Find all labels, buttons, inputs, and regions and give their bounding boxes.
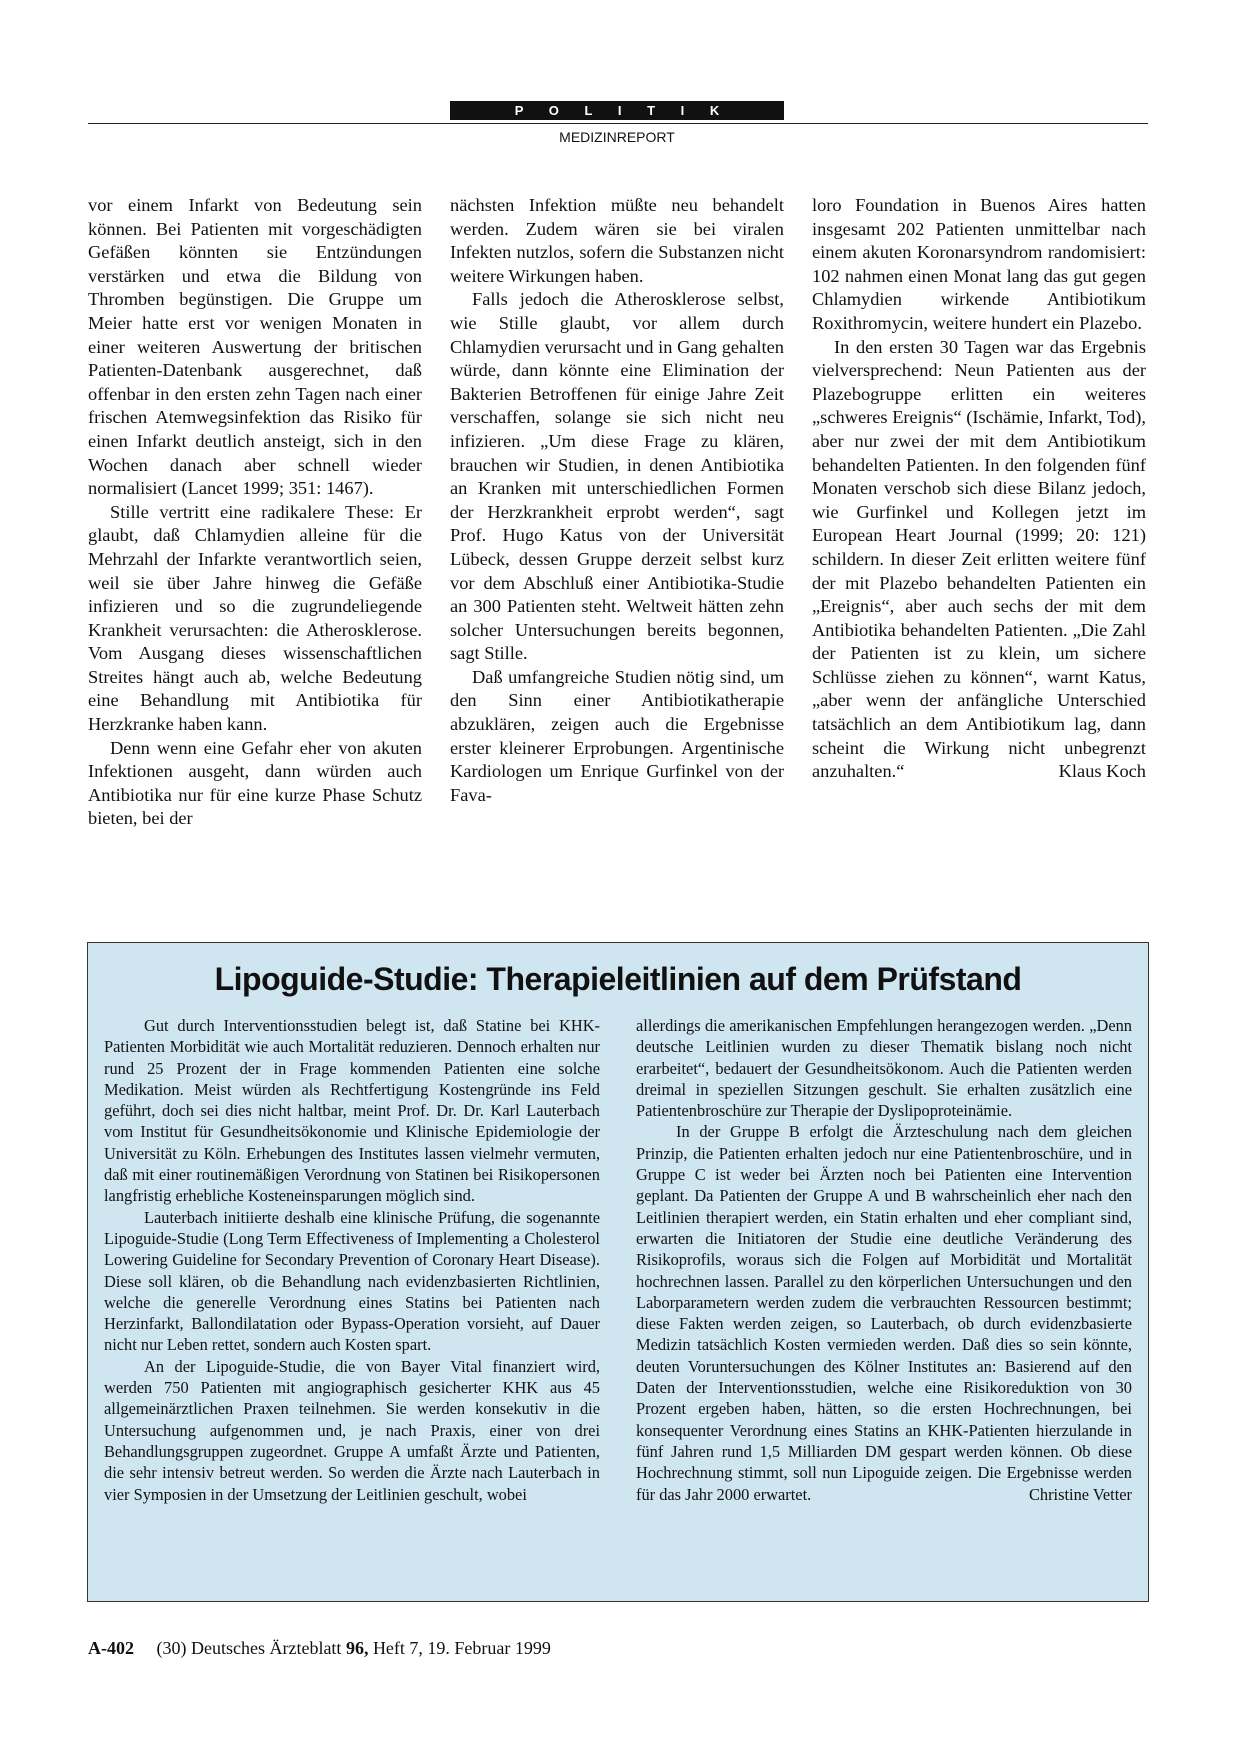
paragraph: loro Foundation in Buenos Aires hatten insgesamt 202 Patienten unmittelbar nach einem akuten Koronarsyndrom randomisiert: 102 nahmen einen Monat lang das gut gegen Chlamydien wirkende Antibiotikum Roxithromycin, weitere hundert ein Plazebo. <box>812 195 1146 333</box>
article-column-2 <box>450 194 784 904</box>
footer-issue: Heft 7, 19. Februar 1999 <box>372 1638 551 1658</box>
footer-volume: 96, <box>345 1638 369 1658</box>
subsection-label: MEDIZINREPORT <box>559 129 675 145</box>
paragraph: Lauterbach initiierte deshalb eine klinische Prüfung, die sogenannte Lipoguide-Studie (Long Term Effectiveness of Implementing a Cholesterol Lowering Guideline for Secondary Prevention of Coronary Heart Disease). Diese soll klären, ob die Behandlung nach evidenzbasierten Richtlinien, welche die generelle Verordnung eines Statins bei Patienten nach Herzinfarkt, Ballondilatation oder Bypass-Operation vorsieht, auf Dauer nicht nur Leben rettet, sondern auch Kosten spart. <box>104 1207 600 1355</box>
paragraph: nächsten Infektion müßte neu behandelt werden. Zudem wären sie bei viralen Infekten nutzlos, sofern die Substanzen nicht weitere Wirkungen haben. <box>450 195 784 286</box>
paragraph: Denn wenn eine Gefahr eher von akuten Infektionen ausgeht, dann würden auch Antibiotika nur für eine kurze Phase Schutz bieten, bei der <box>88 737 422 829</box>
paragraph <box>812 336 1146 784</box>
paragraph: Gut durch Interventionsstudien belegt ist, daß Statine bei KHK-Patienten Morbidität wie auch Mortalität reduzieren. Dennoch erhalten nur rund 25 Prozent der in Frage kommenden Patienten eine solche Medikation. Meist würden als Rechtfertigung Kostengründe ins Feld geführt, doch sei dies nicht haltbar, meint Prof. Dr. Dr. Karl Lauterbach vom Institut für Gesundheitsökonomie und Klinische Epidemiologie der Universität zu Köln. Erhebungen des Institutes lassen vielmehr vermuten, daß mit einer routinemäßigen Verordnung von Statinen bei Risikopersonen langfristig erhebliche Kosteneinsparungen möglich sind. <box>104 1016 600 1206</box>
paragraph: Stille vertritt eine radikalere These: Er glaubt, daß Chlamydien alleine für die Mehrzahl der Infarkte verantwortlich seien, weil sie über Jahre hinweg die Gefäße infizieren und so die zugrundeliegende Krankheit verursachten: die Atherosklerose. Vom Ausgang dieses wissenschaftlichen Streites hängt auch ab, welche Bedeutung eine Behandlung mit Antibiotika für Herzkranke haben kann. <box>88 501 422 735</box>
paragraph-text: In den ersten 30 Tagen war das Ergebnis vielversprechend: Neun Patienten aus der Plazebogruppe erlitten ein weiteres „schweres Ereignis“ (Ischämie, Infarkt, Tod), aber nur zwei der mit dem Antibiotikum behandelten Patienten. In den folgenden fünf Monaten verschob sich diese Bilanz jedoch, wie Gurfinkel und Kollegen jetzt im European Heart Journal (1999; 20: 121) schildern. In dieser Zeit erlitten weitere fünf der mit Plazebo behandelten Patienten ein „Ereignis“, aber auch sechs der mit dem Antibiotika behandelten Patienten. „Die Zahl der Patienten ist zu klein, um sichere Schlüsse ziehen zu können“, warnt Katus, „aber wenn der anfängliche Unterschied tatsächlich an dem Antibiotikum lag, dann scheint die Wirkung nicht unbegrenzt anzuhalten.“ <box>812 336 1146 782</box>
paragraph: An der Lipoguide-Studie, die von Bayer Vital finanziert wird, werden 750 Patienten mit angiographisch gesicherter KHK aus 45 allgemeinärztlichen Praxen teilnehmen. Sie werden konsekutiv in die Untersuchung aufgenommen und, je nach Praxis, einer von drei Behandlungsgruppen zugeordnet. Gruppe A umfaßt Ärzte und Patienten, die sehr intensiv betreut werden. So werden die Ärzte nach Lauterbach in vier Symposien in der Umsetzung der Leitlinien geschult, wobei <box>104 1356 600 1504</box>
paragraph-text: In der Gruppe B erfolgt die Ärzteschulung nach dem gleichen Prinzip, die Patienten erhalten jedoch nur eine Patientenbroschüre, und in Gruppe C ist weder bei Ärzten noch bei Patienten eine Intervention geplant. Da Patienten der Gruppe A und B wahrscheinlich eher nach den Leitlinien therapiert werden, ein Statin erhalten und eher compliant sind, erwarten die Initiatoren der Studie eine deutliche Veränderung des Risikoprofils, woraus sich die Folgen auf Morbidität und Mortalität hochrechnen lassen. Parallel zu den körperlichen Untersuchungen und den Laborparametern werden zudem die verbrauchten Ressourcen bestimmt; diese Fakten werden zeigen, so Lauterbach, ob durch evidenzbasierte Medizin tatsächlich Kosten vermieden werden. Daß dies so sein könnte, deuten Voruntersuchungen des Kölner Institutes an: Basierend auf den Daten der Interventionsstudien, welche eine Risikoreduktion von 30 Prozent ergeben haben, hätten, so die ersten Hochrechnungen, bei konsequenter Verordnung eines Statins an KHK-Patienten hierzulande in fünf Jahren rund 1,5 Milliarden DM gespart werden können. Ob diese Hochrechnung stimmt, soll nun Lipoguide zeigen. Die Ergebnisse werden für das Jahr 2000 erwartet. <box>636 1122 1132 1504</box>
paragraph: allerdings die amerikanischen Empfehlungen herangezogen werden. „Denn deutsche Leitlinien wurden zu dieser Thematik bislang noch nicht erarbeitet“, bedauert der Gesundheitsökonom. Auch die Patienten werden dreimal in speziellen Sitzungen geschult. Sie erhalten zusätzlich eine Patientenbroschüre zur Therapie der Dyslipoproteinämie. <box>636 1016 1132 1121</box>
paragraph: Falls jedoch die Atherosklerose selbst, wie Stille glaubt, vor allem durch Chlamydien verursacht und in Gang gehalten würde, dann könnte eine Elimination der Bakterien Betroffenen für einige Jahre Zeit verschaffen, solange sie sich nicht neu infizieren. „Um diese Frage zu klären, brauchen wir Studien, in denen Antibiotika an Kranken mit unterschiedlichen Formen der Herzkrankheit erprobt werden“, sagt Prof. Hugo Katus von der Universität Lübeck, dessen Gruppe derzeit selbst kurz vor dem Abschluß einer Antibiotika-Studie an 300 Patienten steht. Weltweit hätten zehn solcher Untersuchungen bereits begonnen, sagt Stille. <box>450 289 784 664</box>
box-title: Lipoguide-Studie: Therapieleitlinien auf dem Prüfstand <box>214 961 1022 997</box>
article-author: Klaus Koch <box>1058 761 1146 782</box>
footer-journal: (30) Deutsches Ärzteblatt <box>156 1638 342 1658</box>
header-rule <box>88 123 1148 124</box>
box-column-1 <box>104 1015 600 1505</box>
paragraph: vor einem Infarkt von Bedeutung sein können. Bei Patienten mit vorgeschädigten Gefäßen könnten sie Entzündungen verstärken und etwa die Bildung von Thromben begünstigen. Die Gruppe um Meier hatte erst vor wenigen Monaten in einer weiteren Auswertung der britischen Patienten-Datenbank ausgerechnet, daß offenbar in den ersten zehn Tagen nach einer frischen Atemwegsinfektion das Risiko für einen Infarkt deutlich ansteigt, sich in den Wochen danach aber schnell wieder normalisiert (Lancet 1999; 351: 1467). <box>88 195 422 499</box>
info-box <box>87 942 1149 1602</box>
page-number: A-402 <box>88 1638 134 1658</box>
article-column-1 <box>88 194 422 904</box>
box-author: Christine Vetter <box>1028 1484 1132 1504</box>
section-header: P O L I T I K <box>450 101 784 120</box>
paragraph: Daß umfangreiche Studien nötig sind, um den Sinn einer Antibiotikatherapie abzuklären, zeigen auch die Ergebnisse erster kleinerer Erprobungen. Argentinische Kardiologen um Enrique Gurfinkel von der Fava- <box>450 666 784 805</box>
page-footer <box>88 1636 551 1660</box>
article-column-3 <box>812 194 1146 904</box>
paragraph <box>636 1121 1132 1504</box>
box-column-2 <box>636 1015 1132 1505</box>
